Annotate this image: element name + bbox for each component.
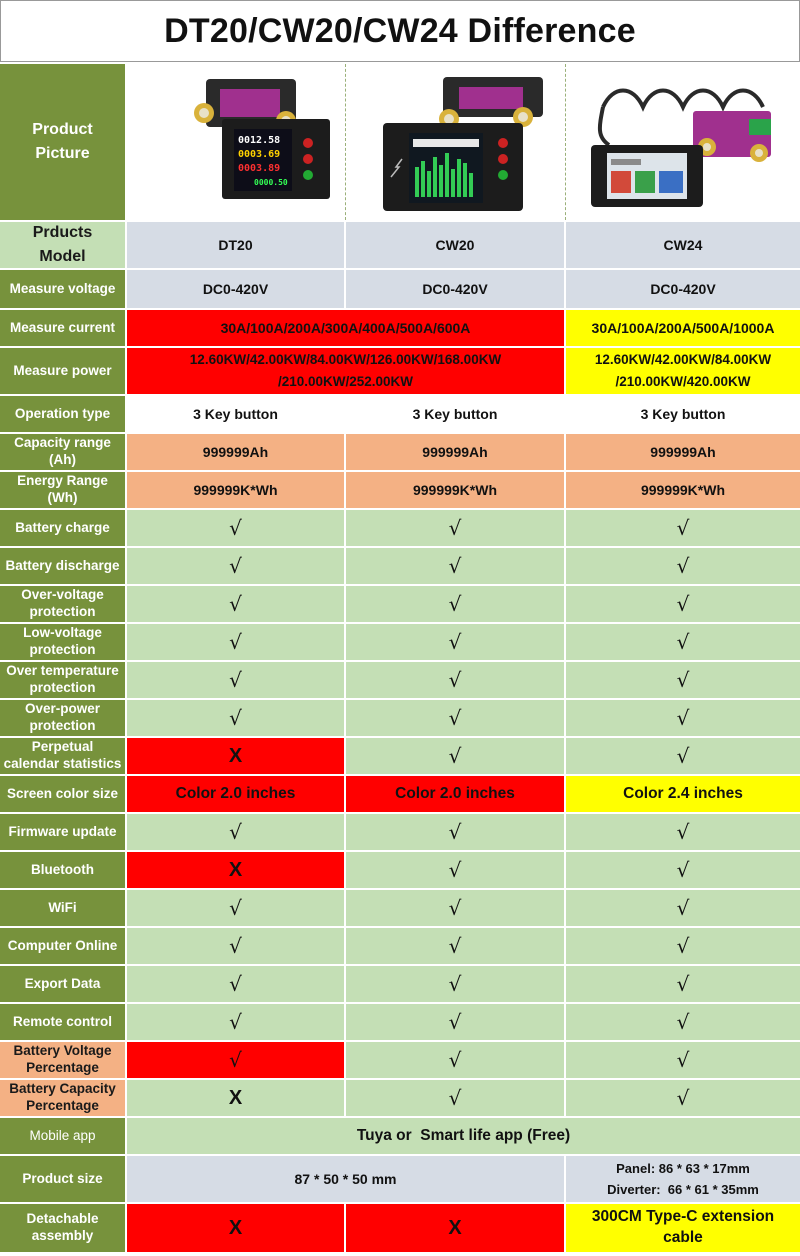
value-cw24: [566, 1156, 800, 1202]
value-dt20: √: [127, 928, 346, 964]
table-row-mobile-app: [0, 1116, 800, 1154]
label-line: Battery Voltage: [13, 1043, 112, 1059]
table-row-battery-capacity-percentage: [0, 1078, 800, 1116]
value-dt20: √: [127, 510, 346, 546]
label-line: Percentage: [26, 1098, 99, 1113]
label-line: protection: [29, 642, 96, 657]
label-line: Over-voltage: [21, 587, 104, 603]
value-cw20: √: [346, 814, 566, 850]
table-row-energy-range: [0, 470, 800, 508]
table-row-bluetooth: [0, 850, 800, 888]
svg-text:0003.89: 0003.89: [238, 163, 281, 174]
page-title: DT20/CW20/CW24 Difference: [0, 0, 800, 62]
value-cw24: 999999K*Wh: [566, 472, 800, 508]
row-label: [0, 624, 127, 660]
label-line: protection: [29, 680, 96, 695]
model-cw20: CW20: [346, 222, 566, 268]
value-cw20: √: [346, 738, 566, 774]
value-line: cable: [663, 1229, 703, 1246]
row-label: Measure power: [0, 348, 127, 394]
value-cw24: √: [566, 1080, 800, 1116]
model-dt20: DT20: [127, 222, 346, 268]
value-dt20: X: [127, 1204, 346, 1252]
value-cw24: √: [566, 1042, 800, 1078]
value-cw20: √: [346, 1042, 566, 1078]
label-line: Energy Range: [17, 473, 108, 489]
value-cw24: √: [566, 890, 800, 926]
value-dt20: DC0-420V: [127, 270, 346, 308]
value-dt20-cw20: [127, 348, 566, 394]
value-cw20: √: [346, 890, 566, 926]
value-cw20: √: [346, 700, 566, 736]
svg-text:0012.58: 0012.58: [238, 135, 281, 146]
value-dt20: X: [127, 852, 346, 888]
value-all: Tuya or Smart life app (Free): [127, 1118, 800, 1154]
value-cw24: 999999Ah: [566, 434, 800, 470]
row-label: Bluetooth: [0, 852, 127, 888]
value-dt20: 3 Key button: [127, 396, 346, 432]
value-line: 12.60KW/42.00KW/84.00KW: [594, 351, 772, 367]
table-row-over-power: [0, 698, 800, 736]
table-row-battery-charge: [0, 508, 800, 546]
value-cw24: √: [566, 624, 800, 660]
value-cw20: √: [346, 662, 566, 698]
row-label: Product size: [0, 1156, 127, 1202]
row-label: [0, 434, 127, 470]
value-cw24: √: [566, 966, 800, 1002]
label-line: Capacity range: [14, 435, 111, 451]
value-cw24: √: [566, 852, 800, 888]
table-row-over-voltage: [0, 584, 800, 622]
meter-photo-cw20: [346, 64, 566, 220]
label-line: Perpetual: [31, 739, 94, 755]
value-dt20: √: [127, 966, 346, 1002]
value-cw24: 30A/100A/200A/500A/1000A: [566, 310, 800, 346]
value-dt20: √: [127, 1042, 346, 1078]
row-label: Battery charge: [0, 510, 127, 546]
label-line: (Ah): [49, 452, 76, 467]
value-line: /210.00KW/252.00KW: [277, 374, 414, 389]
value-dt20: √: [127, 586, 346, 622]
value-cw24: √: [566, 662, 800, 698]
table-row-remote-control: [0, 1002, 800, 1040]
row-label: Measure voltage: [0, 270, 127, 308]
value-dt20-cw20: 87 * 50 * 50 mm: [127, 1156, 566, 1202]
value-cw24: √: [566, 586, 800, 622]
row-label: Export Data: [0, 966, 127, 1002]
value-dt20: √: [127, 1004, 346, 1040]
table-row-low-voltage: [0, 622, 800, 660]
value-dt20: √: [127, 814, 346, 850]
value-cw20: √: [346, 928, 566, 964]
value-dt20: √: [127, 624, 346, 660]
value-dt20: 999999K*Wh: [127, 472, 346, 508]
table-row-capacity-range: [0, 432, 800, 470]
value-cw24: Color 2.4 inches: [566, 776, 800, 812]
value-cw20: 999999K*Wh: [346, 472, 566, 508]
value-dt20: √: [127, 890, 346, 926]
table-row-over-temperature: [0, 660, 800, 698]
value-line: Diverter: 66 * 61 * 35mm: [607, 1182, 759, 1197]
row-label: Measure current: [0, 310, 127, 346]
value-line: 300CM Type-C extension: [591, 1208, 775, 1226]
label-line: Battery Capacity: [9, 1081, 116, 1097]
value-cw24: DC0-420V: [566, 270, 800, 308]
value-cw20: √: [346, 966, 566, 1002]
table-row-screen-color-size: [0, 774, 800, 812]
label-line: Over temperature: [6, 663, 119, 679]
label-line: Percentage: [26, 1060, 99, 1075]
value-cw20: √: [346, 548, 566, 584]
value-cw20: √: [346, 586, 566, 622]
value-dt20: X: [127, 1080, 346, 1116]
value-cw24: 3 Key button: [566, 396, 800, 432]
row-label: [0, 662, 127, 698]
table-row-export-data: [0, 964, 800, 1002]
row-label: Mobile app: [0, 1118, 127, 1154]
value-line: /210.00KW/420.00KW: [615, 374, 751, 389]
value-cw20: √: [346, 1004, 566, 1040]
value-cw24: √: [566, 548, 800, 584]
table-row-perpetual-calendar: [0, 736, 800, 774]
table-row-model: [0, 220, 800, 268]
value-cw20: Color 2.0 inches: [346, 776, 566, 812]
label-line: protection: [29, 604, 96, 619]
row-label: [0, 1204, 127, 1252]
label-line: protection: [29, 718, 96, 733]
table-row-measure-voltage: [0, 268, 800, 308]
row-label: Computer Online: [0, 928, 127, 964]
row-label: Operation type: [0, 396, 127, 432]
model-cw24: CW24: [566, 222, 800, 268]
table-row-product-picture: [0, 62, 800, 220]
value-cw20: 3 Key button: [346, 396, 566, 432]
value-dt20: X: [127, 738, 346, 774]
value-cw24: √: [566, 814, 800, 850]
value-cw24: √: [566, 1004, 800, 1040]
table-row-computer-online: [0, 926, 800, 964]
table-row-wifi: [0, 888, 800, 926]
value-dt20: √: [127, 700, 346, 736]
value-cw20: X: [346, 1204, 566, 1252]
value-dt20: Color 2.0 inches: [127, 776, 346, 812]
table-row-product-size: [0, 1154, 800, 1202]
label-line: (Wh): [47, 490, 78, 505]
value-cw24: √: [566, 928, 800, 964]
row-label: [0, 586, 127, 622]
value-cw20: DC0-420V: [346, 270, 566, 308]
label-line: calendar statistics: [3, 756, 122, 771]
table-row-measure-current: [0, 308, 800, 346]
row-label-product-picture: Product Picture: [0, 64, 127, 220]
row-label-model: Prducts Model: [0, 222, 127, 268]
row-label: Screen color size: [0, 776, 127, 812]
value-line: Panel: 86 * 63 * 17mm: [616, 1160, 750, 1176]
svg-text:0003.69: 0003.69: [238, 149, 281, 160]
table-row-detachable-assembly: [0, 1202, 800, 1252]
value-cw20: √: [346, 510, 566, 546]
meter-photo-dt20: [127, 64, 346, 220]
value-dt20: √: [127, 662, 346, 698]
value-cw20: √: [346, 624, 566, 660]
value-line: 12.60KW/42.00KW/84.00KW/126.00KW/168.00KW: [189, 351, 502, 367]
label-line: Over-power: [24, 701, 101, 717]
table-row-battery-discharge: [0, 546, 800, 584]
row-label: [0, 472, 127, 508]
label-line: Low-voltage: [23, 625, 102, 641]
row-label: Firmware update: [0, 814, 127, 850]
value-cw24: √: [566, 700, 800, 736]
label-line: Detachable: [26, 1211, 99, 1227]
value-cw20: √: [346, 1080, 566, 1116]
row-label: [0, 1080, 127, 1116]
table-row-measure-power: [0, 346, 800, 394]
table-row-operation-type: [0, 394, 800, 432]
value-cw24: √: [566, 510, 800, 546]
row-label: [0, 738, 127, 774]
value-dt20: 999999Ah: [127, 434, 346, 470]
value-cw20: 999999Ah: [346, 434, 566, 470]
value-cw24: [566, 348, 800, 394]
row-label: Battery discharge: [0, 548, 127, 584]
row-label: Remote control: [0, 1004, 127, 1040]
value-cw20: √: [346, 852, 566, 888]
svg-text:0000.50: 0000.50: [254, 178, 288, 187]
table-row-battery-voltage-percentage: [0, 1040, 800, 1078]
table-row-firmware-update: [0, 812, 800, 850]
label-line: assembly: [31, 1228, 94, 1243]
value-cw24: √: [566, 738, 800, 774]
value-cw24: [566, 1204, 800, 1252]
row-label: [0, 700, 127, 736]
value-dt20-cw20: 30A/100A/200A/300A/400A/500A/600A: [127, 310, 566, 346]
value-dt20: √: [127, 548, 346, 584]
row-label: WiFi: [0, 890, 127, 926]
meter-photo-cw24: [566, 64, 800, 220]
row-label: [0, 1042, 127, 1078]
